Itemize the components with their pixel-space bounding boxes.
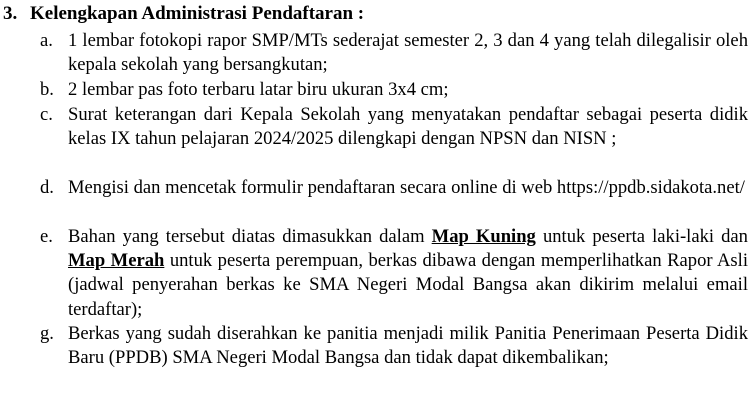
- list-item: [40, 78, 748, 103]
- requirements-list: [40, 29, 748, 395]
- item-text: Berkas yang sudah diserahkan ke panitia menjadi milik Panitia Penerimaan Peserta Didik Baru (PPDB) SMA Negeri Modal Bangsa dan tidak dapat dikembalikan;: [68, 323, 748, 369]
- item-marker: d.: [40, 176, 54, 198]
- item-text: Surat keterangan dari Kepala Sekolah yang menyatakan pendaftar sebagai peserta didik kelas IX tahun pelajaran 2024/2025 dilengkapi dengan NPSN dan NISN ;: [68, 103, 748, 149]
- item-marker: a.: [40, 30, 53, 51]
- section-heading: [3, 2, 364, 26]
- item-marker: b.: [40, 79, 54, 100]
- item-text: [68, 225, 748, 323]
- item-text-part: untuk peserta perempuan, berkas dibawa dengan memperlihatkan Rapor Asli (jadwal penyerahan berkas ke SMA Negeri Modal Bangsa akan dikirim melalui email terdaftar);: [68, 249, 748, 320]
- item-text: Mengisi dan mencetak formulir pendaftaran secara online di web https://ppdb.sidakota.net/: [68, 176, 745, 198]
- list-item: [40, 176, 748, 225]
- map-merah-highlight: Map Merah: [68, 249, 165, 271]
- item-text: 1 lembar fotokopi rapor SMP/MTs sederajat semester 2, 3 dan 4 yang telah dilegalisir oleh kepala sekolah yang bersangkutan;: [68, 30, 748, 76]
- map-kuning-highlight: Map Kuning: [431, 225, 536, 247]
- list-item: [40, 225, 748, 323]
- section-title: Kelengkapan Administrasi Pendaftaran :: [30, 3, 365, 24]
- section-number: 3.: [3, 3, 18, 24]
- list-item: [40, 322, 748, 395]
- item-text-part: untuk peserta laki-laki dan: [535, 225, 748, 247]
- list-item: [40, 103, 748, 176]
- item-marker: c.: [40, 103, 53, 125]
- item-text: 2 lembar pas foto terbaru latar biru ukuran 3x4 cm;: [68, 79, 449, 100]
- list-item: [40, 29, 748, 78]
- item-marker: e.: [40, 225, 53, 247]
- item-text-part: Bahan yang tersebut diatas dimasukkan dalam: [68, 225, 432, 247]
- item-marker: g.: [40, 323, 54, 344]
